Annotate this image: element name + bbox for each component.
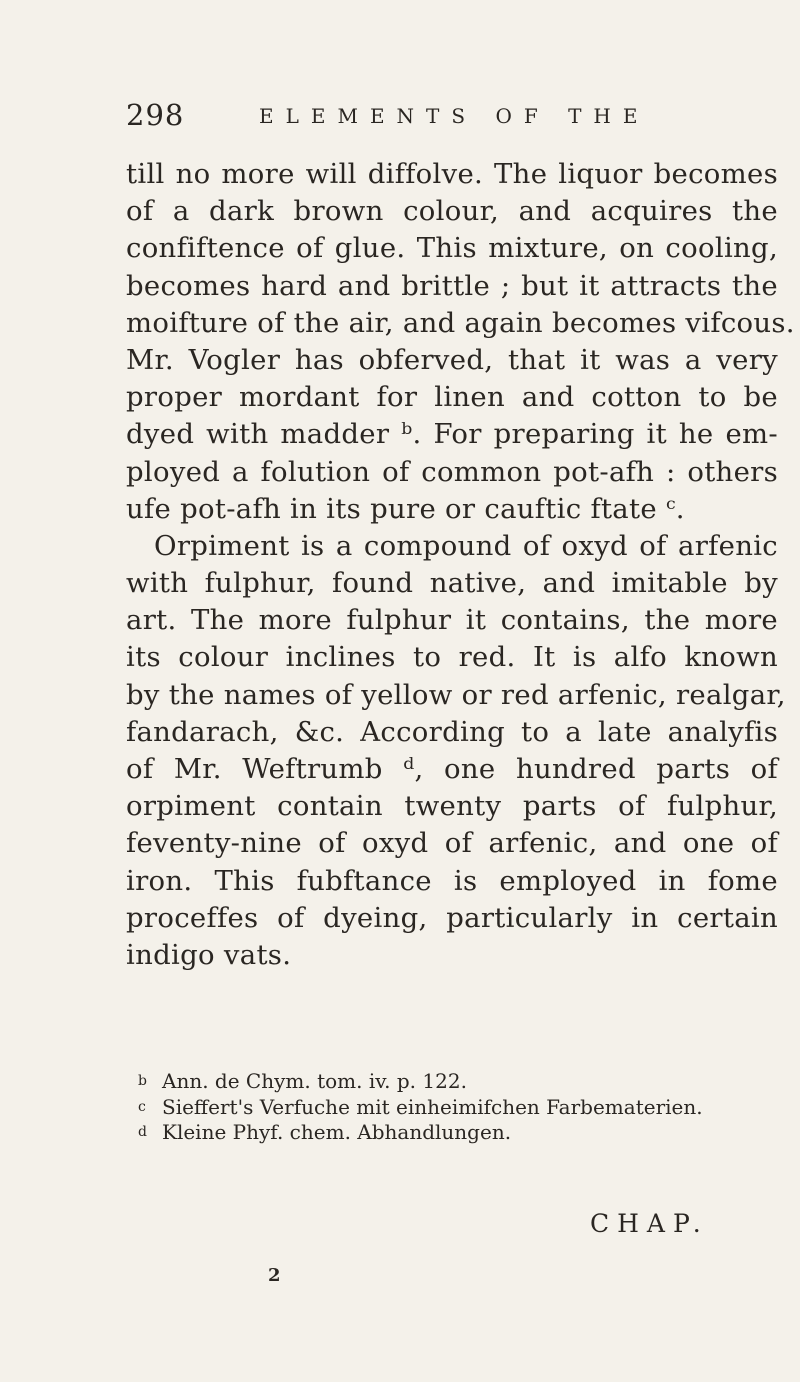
- text-line: iron. This fubftance is employed in fome: [126, 864, 778, 897]
- footnote: [138, 1120, 778, 1146]
- text-line: orpiment contain twenty parts of fulphur,: [126, 790, 778, 823]
- text-line: of a dark brown colour, and acquires the: [126, 195, 778, 228]
- text-line: proceffes of dyeing, particularly in certain: [126, 901, 778, 934]
- text-line: art. The more fulphur it contains, the more: [126, 604, 778, 637]
- text-line: feventy-nine of oxyd of arfenic, and one of: [126, 827, 778, 860]
- footnote-mark: c: [138, 1098, 146, 1115]
- footnote-text: Sieffert's Verfuche mit einheimifchen Farbematerien.: [162, 1094, 703, 1119]
- text-line: moifture of the air, and again becomes vifcous.: [126, 306, 795, 339]
- text-line: becomes hard and brittle ; but it attracts the: [126, 269, 778, 302]
- catchword: CHAP.: [590, 1209, 709, 1238]
- text-line: its colour inclines to red. It is alfo known: [126, 641, 778, 674]
- text-line: confiftence of glue. This mixture, on cooling,: [126, 232, 778, 265]
- footnotes: [138, 1069, 778, 1146]
- footnote-text: Ann. de Chym. tom. iv. p. 122.: [162, 1069, 467, 1093]
- footnote-text: Kleine Phyf. chem. Abhandlungen.: [162, 1120, 512, 1144]
- body-text: [126, 156, 795, 974]
- text-line: by the names of yellow or red arfenic, realgar,: [126, 678, 786, 711]
- text-line: of Mr. Weftrumb ᵈ, one hundred parts of: [126, 753, 778, 785]
- page-header: [126, 98, 680, 138]
- signature-mark: 2: [268, 1265, 281, 1286]
- text-line: with fulphur, found native, and imitable by: [126, 567, 778, 600]
- text-line: Mr. Vogler has obferved, that it was a very: [126, 343, 778, 376]
- footnote: [138, 1069, 778, 1095]
- footnote: [138, 1095, 778, 1121]
- running-head: ELEMENTS OF THE: [259, 104, 650, 128]
- text-line: ployed a folution of common pot-afh : others: [126, 455, 778, 488]
- text-line: fandarach, &c. According to a late analyfis: [126, 715, 778, 748]
- text-line: proper mordant for linen and cotton to be: [126, 381, 778, 414]
- footnote-mark: d: [138, 1124, 147, 1140]
- text-line: Orpiment is a compound of oxyd of arfenic: [154, 529, 778, 562]
- page-number: 298: [126, 98, 185, 132]
- text-line: indigo vats.: [126, 938, 292, 971]
- footnote-mark: b: [138, 1073, 147, 1089]
- text-line: till no more will diffolve. The liquor becomes: [126, 158, 778, 190]
- text-line: dyed with madder ᵇ. For preparing it he em-: [126, 418, 778, 451]
- text-line: ufe pot-afh in its pure or cauftic ftate ᶜ.: [126, 492, 685, 525]
